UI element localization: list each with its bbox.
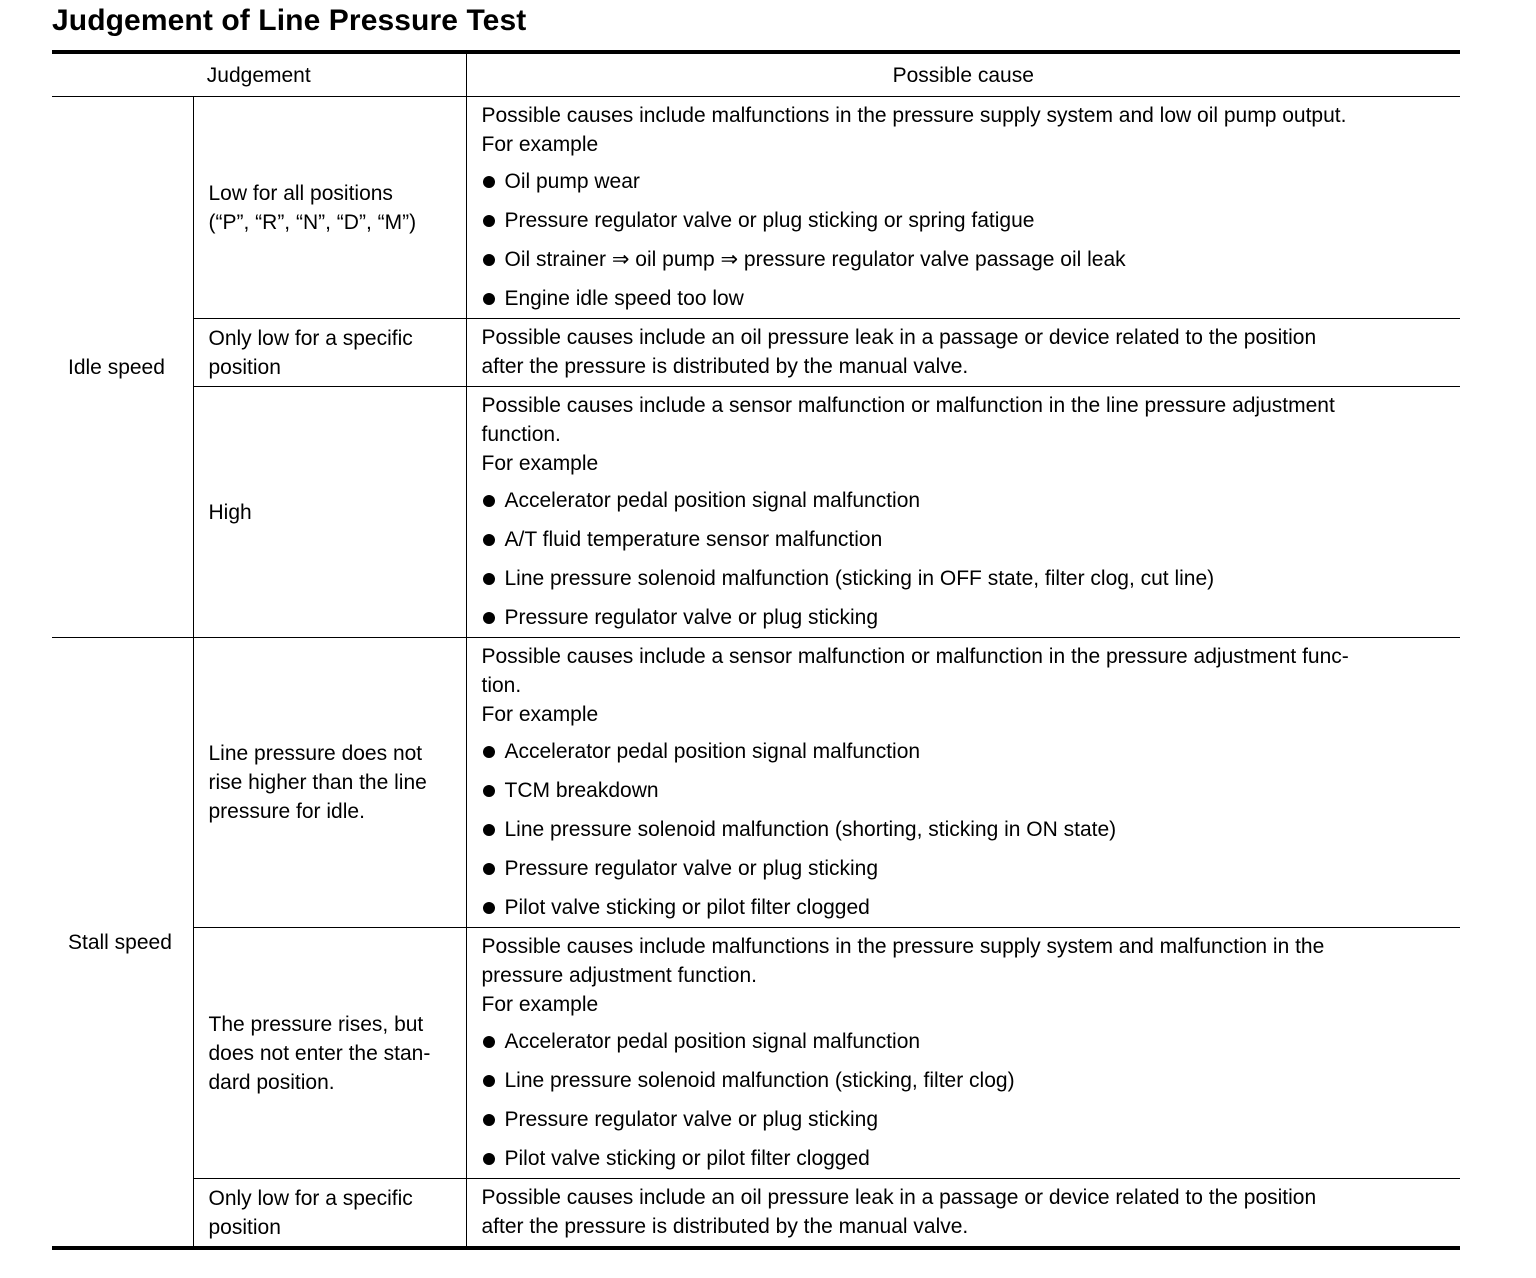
bullet-text: Line pressure solenoid malfunction (sticking, filter clog): [504, 1069, 1015, 1092]
list-item: [482, 486, 1453, 515]
for-example-label: For example: [481, 133, 599, 156]
bullet-text: Oil pump wear: [504, 170, 640, 193]
list-item: [482, 245, 1453, 274]
judgement-line: Low for all positions: [208, 181, 393, 205]
bullet-text: Line pressure solenoid malfunction (shorting, sticking in ON state): [504, 818, 1117, 841]
for-example-label: For example: [481, 993, 599, 1016]
judgement-cell: [193, 387, 466, 638]
cause-text-line: Possible causes include malfunctions in the pressure supply system and low oil pump output.: [481, 104, 1347, 127]
cause-cell: [466, 638, 1460, 928]
bullet-text: Pressure regulator valve or plug sticking: [504, 606, 879, 629]
for-example-label: For example: [481, 452, 599, 475]
judgement-cell: [193, 928, 466, 1179]
bullet-icon: [483, 293, 495, 305]
bullet-icon: [483, 1153, 495, 1165]
cause-cell: [466, 1179, 1460, 1249]
bullet-text: Accelerator pedal position signal malfunction: [504, 489, 921, 512]
judgement-cell: [193, 638, 466, 928]
list-item: [482, 1144, 1453, 1173]
cause-cell: [466, 928, 1460, 1179]
cause-text-line: Possible causes include an oil pressure leak in a passage or device related to the position: [481, 326, 1317, 349]
line-pressure-table: [52, 50, 1460, 1250]
list-item: [482, 776, 1453, 805]
list-item: [482, 737, 1453, 766]
judgement-line: The pressure rises, but: [208, 1012, 424, 1036]
cause-cell: [466, 319, 1460, 387]
cause-text-line: pressure adjustment function.: [481, 964, 757, 987]
table-row: [52, 1179, 1460, 1249]
judgement-line: Only low for a specific: [208, 1186, 413, 1210]
cause-text-line: Possible causes include a sensor malfunction or malfunction in the pressure adjustment func-: [481, 645, 1349, 668]
bullet-text: Pilot valve sticking or pilot filter clogged: [504, 896, 870, 919]
bullet-icon: [483, 215, 495, 227]
bullet-icon: [483, 785, 495, 797]
header-possible-cause: Possible cause: [466, 52, 1460, 97]
table-row: [52, 97, 1460, 319]
bullet-icon: [483, 746, 495, 758]
judgement-line: (“P”, “R”, “N”, “D”, “M”): [208, 210, 417, 234]
judgement-cell: [193, 1179, 466, 1249]
bullet-text: Engine idle speed too low: [504, 287, 744, 310]
bullet-text: A/T fluid temperature sensor malfunction: [504, 528, 883, 551]
table-row: [52, 638, 1460, 928]
judgement-cell: [193, 319, 466, 387]
list-item: [482, 603, 1453, 632]
list-item: [482, 1027, 1453, 1056]
bullet-icon: [483, 495, 495, 507]
category-cell: Idle speed: [68, 355, 165, 379]
bullet-text: Accelerator pedal position signal malfunction: [504, 740, 921, 763]
cause-text-line: tion.: [481, 674, 522, 697]
list-item: [482, 854, 1453, 883]
page-title: Judgement of Line Pressure Test: [52, 4, 527, 37]
judgement-line: dard position.: [208, 1070, 335, 1094]
bullet-text: TCM breakdown: [504, 779, 659, 802]
bullet-icon: [483, 863, 495, 875]
judgement-line: High: [208, 500, 252, 524]
bullet-icon: [483, 902, 495, 914]
cause-bullet-list: [482, 486, 1453, 632]
judgement-line: Only low for a specific: [208, 326, 413, 350]
cause-cell: [466, 97, 1460, 319]
list-item: [482, 815, 1453, 844]
cause-bullet-list: [482, 167, 1453, 313]
bullet-text: Pressure regulator valve or plug sticking: [504, 1108, 879, 1131]
bullet-icon: [483, 612, 495, 624]
cause-bullet-list: [482, 1027, 1453, 1173]
bullet-icon: [483, 824, 495, 836]
judgement-line: rise higher than the line: [208, 771, 427, 794]
for-example-label: For example: [481, 703, 599, 726]
header-judgement: Judgement: [52, 52, 466, 97]
bullet-icon: [483, 573, 495, 585]
list-item: [482, 167, 1453, 196]
cause-bullet-list: [482, 737, 1453, 922]
judgement-line: Line pressure does not: [208, 742, 423, 765]
list-item: [482, 1105, 1453, 1134]
bullet-icon: [483, 534, 495, 546]
cause-cell: [466, 387, 1460, 638]
judgement-cell: [193, 97, 466, 319]
table-row: [52, 928, 1460, 1179]
bullet-text: Oil strainer ⇒ oil pump ⇒ pressure regulator valve passage oil leak: [504, 248, 1126, 271]
judgement-line: position: [208, 1215, 281, 1239]
list-item: [482, 564, 1453, 593]
table-header-row: [52, 52, 1460, 97]
bullet-icon: [483, 1075, 495, 1087]
list-item: [482, 284, 1453, 313]
table-row: [52, 387, 1460, 638]
cause-text-line: Possible causes include a sensor malfunction or malfunction in the line pressure adjustment: [481, 394, 1335, 417]
cause-text-line: after the pressure is distributed by the manual valve.: [481, 1215, 969, 1238]
bullet-text: Line pressure solenoid malfunction (sticking in OFF state, filter clog, cut line): [504, 567, 1215, 590]
judgement-line: position: [208, 355, 281, 379]
bullet-text: Pressure regulator valve or plug sticking or spring fatigue: [504, 209, 1035, 232]
bullet-icon: [483, 254, 495, 266]
cause-text-line: Possible causes include an oil pressure leak in a passage or device related to the position: [481, 1186, 1317, 1209]
cause-text-line: after the pressure is distributed by the manual valve.: [481, 355, 969, 378]
cause-text-line: Possible causes include malfunctions in the pressure supply system and malfunction in the: [481, 935, 1325, 958]
bullet-text: Pressure regulator valve or plug sticking: [504, 857, 879, 880]
category-cell: Stall speed: [52, 638, 193, 1249]
judgement-line: pressure for idle.: [208, 800, 365, 823]
cause-text-line: function.: [481, 423, 561, 446]
table-body: [52, 97, 1460, 1249]
bullet-text: Accelerator pedal position signal malfunction: [504, 1030, 921, 1053]
bullet-text: Pilot valve sticking or pilot filter clogged: [504, 1147, 870, 1170]
list-item: [482, 893, 1453, 922]
list-item: [482, 206, 1453, 235]
list-item: [482, 525, 1453, 554]
list-item: [482, 1066, 1453, 1095]
bullet-icon: [483, 176, 495, 188]
judgement-line: does not enter the stan-: [208, 1041, 431, 1065]
bullet-icon: [483, 1036, 495, 1048]
table-row: [52, 319, 1460, 387]
bullet-icon: [483, 1114, 495, 1126]
